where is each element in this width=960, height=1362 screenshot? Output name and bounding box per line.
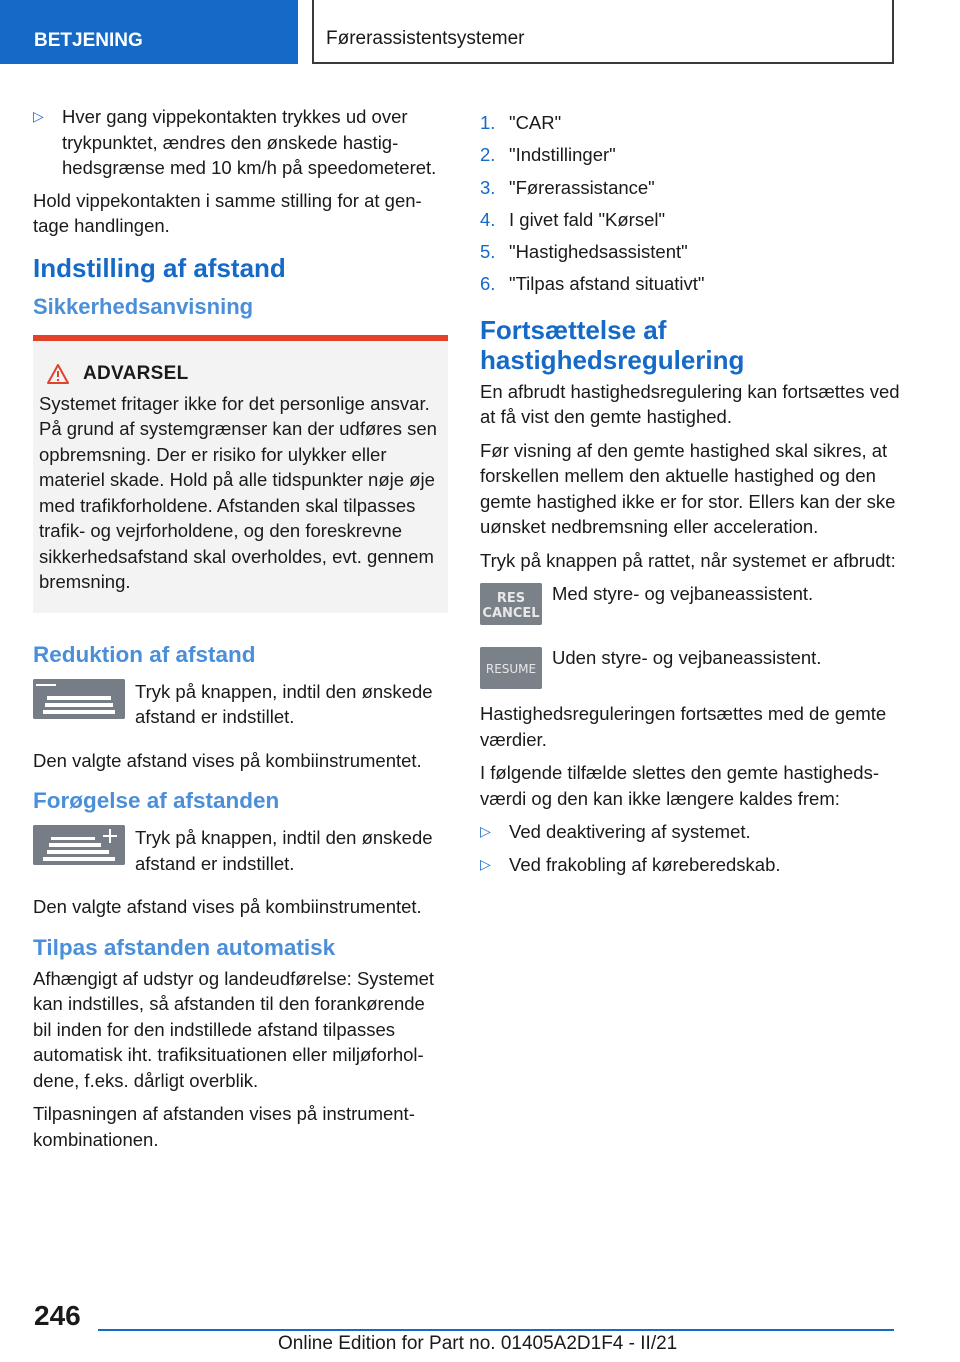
step-text: I givet fald "Kørsel" (509, 208, 666, 230)
warning-triangle-icon (47, 364, 69, 384)
step-text: "Indstillinger" (509, 144, 616, 166)
paragraph: Den valgte afstand vises på kombiinstrumentet. (33, 749, 422, 771)
res-label: RES (496, 591, 526, 607)
heading-reduce: Reduktion af afstand (33, 641, 256, 667)
page-number: 246 (34, 1300, 81, 1331)
list-item (480, 852, 900, 878)
paragraph: Afhængigt af udstyr og landeudførelse: Systemet kan indstilles, så afstanden til den forankørende bil inden for den indstillede afstand tilpasses automatisk iht. trafiksituationen eller miljøforholdene, f.eks. dårligt overblik. (33, 967, 435, 1091)
heading-safety: Sikkerhedsanvisning (33, 293, 254, 319)
list-item (33, 104, 448, 181)
bullet-text: Ved deaktivering af systemet. (509, 821, 751, 843)
step-item (480, 207, 900, 233)
warning-box (33, 335, 448, 613)
triangle-bullet-icon: ▷ (480, 855, 491, 872)
triangle-bullet-icon: ▷ (480, 823, 491, 840)
section-tab: BETJENING (0, 0, 298, 64)
step-text: "Hastighedsassistent" (509, 241, 688, 263)
chapter-title: Førerassistentsystemer (312, 0, 894, 64)
reduce-row (33, 679, 448, 730)
warning-text: Systemet fritager ikke for det personlige ansvar. På grund af systemgrænser kan der udføres sen opbremsning. Der er risiko for ulykker eller materiel skade. Hold på alle tidspunkter nøje øje med trafikforholdene. Afstanden skal tilpasses trafik- og vejrforholdene, og den foreskrevne sikkerhedsafstand skal overholdes, evt. gennem bremsning. (39, 392, 437, 592)
paragraph: Tilpasningen af afstanden vises på instrumentkombinationen. (33, 1103, 415, 1150)
left-column (33, 104, 448, 1160)
step-number: 3. (480, 176, 496, 198)
triangle-bullet-icon: ▷ (33, 108, 44, 124)
increase-text: Tryk på knappen, indtil den ønskede afstand er indstillet. (135, 827, 433, 874)
increase-row (33, 825, 448, 876)
distance-increase-icon (33, 825, 125, 865)
warning-title: ADVARSEL (83, 362, 189, 384)
paragraph: Før visning af den gemte hastighed skal sikres, at forskellen mellem den aktuelle hastighed og den gemte hastighed ikke er for stor. Ellers kan der ske uønsket nedbremsning eller acceleration. (480, 439, 896, 538)
bullet-text: Hver gang vippekontakten trykkes ud over trykpunktet, ændres den ønskede hastighedsgrænse med 10 km/h på speedometeret. (62, 106, 437, 178)
resume-text: Uden styre- og vejbaneassistent. (552, 647, 822, 669)
steps-list (480, 110, 900, 297)
step-text: "Førerassistance" (509, 176, 655, 198)
edition-note: Online Edition for Part no. 01405A2D1F4 - II/21 (278, 1333, 678, 1354)
step-number: 2. (480, 144, 496, 166)
heading-continue: Fortsættelse af hastighedsregulering (480, 314, 745, 375)
res-cancel-row (480, 581, 900, 625)
resume-button-icon (480, 647, 542, 689)
warning-title-row (47, 363, 442, 385)
footer-divider (98, 1329, 894, 1331)
step-item (480, 110, 900, 136)
step-number: 5. (480, 241, 496, 263)
paragraph: Hold vippekontakten i samme stilling for at gentage handlingen. (33, 189, 422, 236)
cancel-label: CANCEL (482, 606, 540, 622)
paragraph: Den valgte afstand vises på kombiinstrumentet. (33, 896, 422, 917)
paragraph: Tryk på knappen på rattet, når systemet er afbrudt: (480, 549, 896, 571)
step-text: "Tilpas afstand situativt" (509, 273, 705, 295)
paragraph: I følgende tilfælde slettes den gemte hastighedsværdi og den kan ikke længere kaldes frem: (480, 762, 880, 809)
resume-label: RESUME (485, 662, 537, 677)
bullet-text: Ved frakobling af køreberedskab. (509, 853, 781, 875)
right-column (480, 110, 900, 884)
heading-increase: Forøgelse af afstanden (33, 788, 280, 813)
paragraph: Hastighedsreguleringen fortsættes med de gemte værdier. (480, 703, 887, 750)
step-item (480, 239, 900, 265)
distance-reduce-icon (33, 679, 125, 719)
res-text: Med styre- og vejbaneassistent. (552, 583, 814, 605)
step-text: "CAR" (509, 112, 562, 133)
step-number: 1. (480, 112, 496, 133)
step-item (480, 142, 900, 168)
step-item (480, 175, 900, 201)
step-number: 4. (480, 208, 496, 230)
reduce-text: Tryk på knappen, indtil den ønskede afstand er indstillet. (135, 680, 433, 727)
heading-auto: Tilpas afstanden automatisk (33, 934, 336, 960)
resume-row (480, 645, 900, 689)
res-cancel-button-icon (480, 583, 542, 625)
heading-distance: Indstilling af afstand (33, 252, 286, 283)
paragraph: En afbrudt hastighedsregulering kan fortsættes ved at få vist den gemte hastighed. (480, 380, 900, 428)
step-item (480, 271, 900, 297)
list-item (480, 819, 900, 845)
step-number: 6. (480, 273, 496, 295)
